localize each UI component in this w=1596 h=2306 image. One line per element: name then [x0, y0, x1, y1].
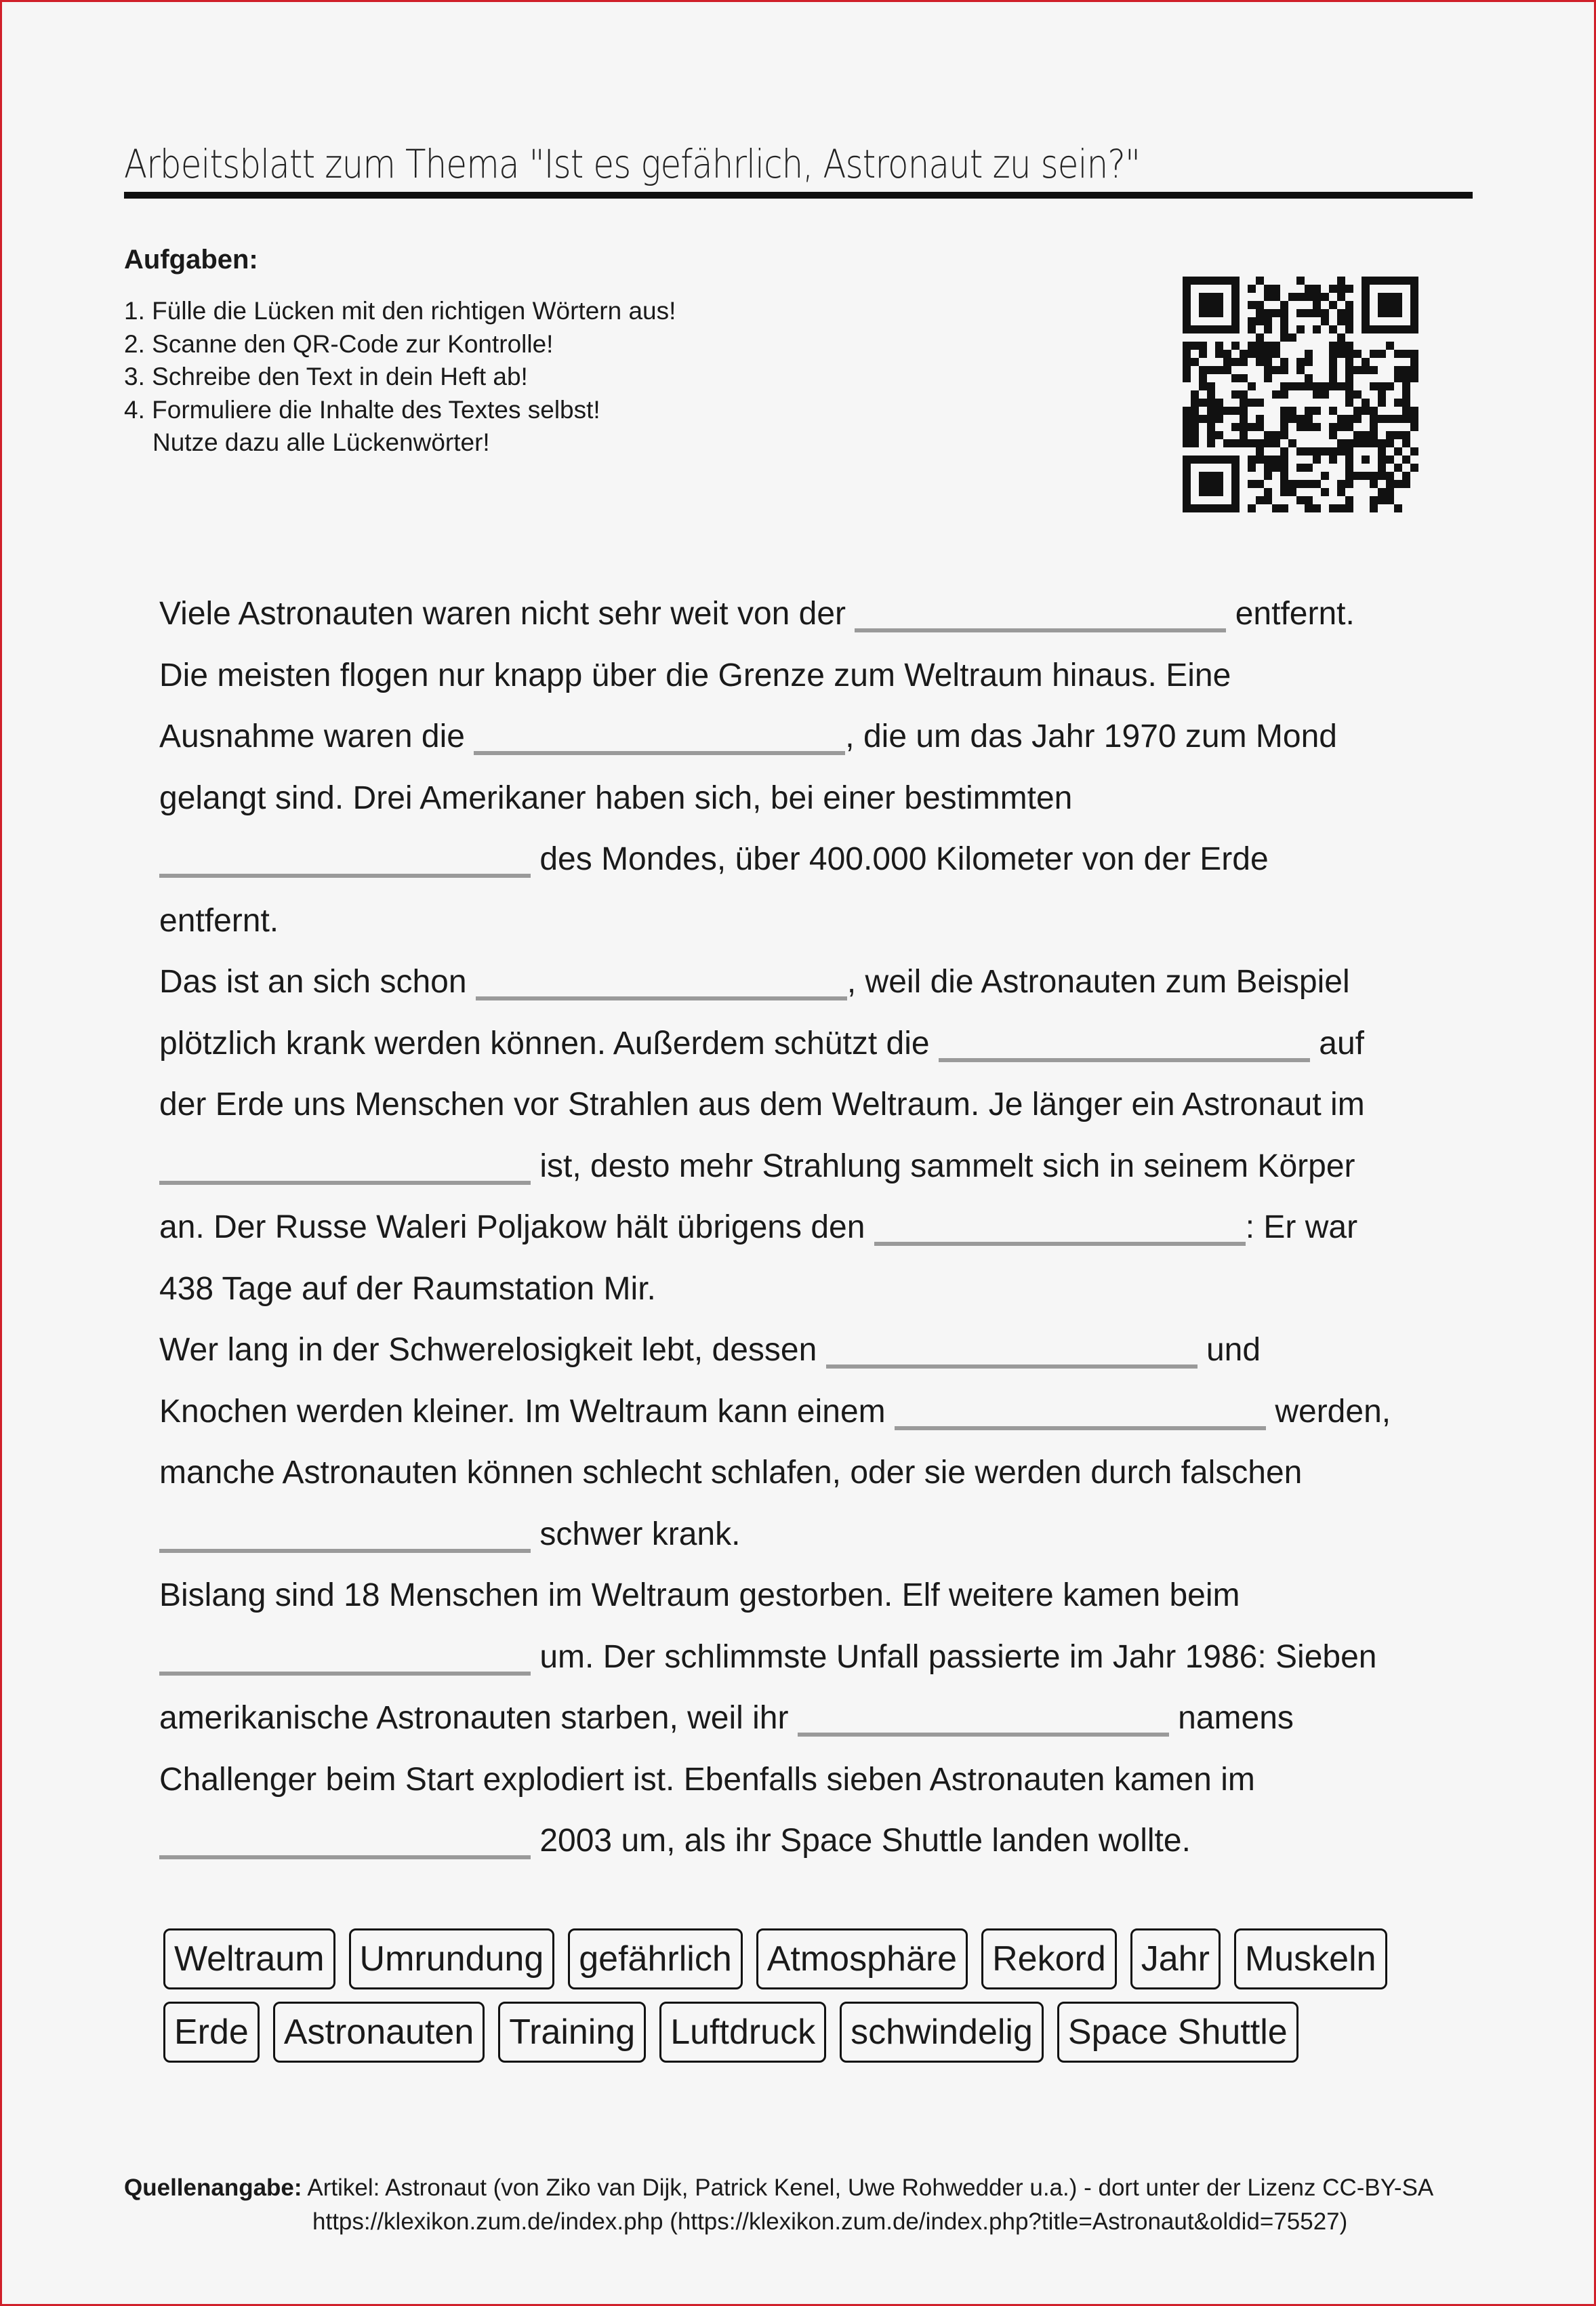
task-item: 2. Scanne den QR-Code zur Kontrolle!: [124, 329, 554, 358]
word-chip[interactable]: schwindelig: [840, 2002, 1044, 2063]
text-segment: um. Der schlimmste Unfall passierte im Jahr 1986: Sieben: [531, 1638, 1377, 1675]
word-bank-row: [163, 1928, 1451, 1989]
text-segment: entfernt.: [159, 902, 279, 939]
text-line: [159, 1565, 1481, 1627]
blank-gap[interactable]: [159, 1638, 531, 1676]
blank-gap[interactable]: [159, 1821, 531, 1859]
text-line: [159, 1749, 1481, 1811]
text-segment: , weil die Astronauten zum Beispiel: [846, 964, 1350, 1000]
source-attribution: [124, 2171, 1433, 2239]
text-segment: Ausnahme waren die: [159, 719, 474, 754]
text-segment: werden,: [1266, 1393, 1391, 1430]
text-segment: entfernt.: [1226, 596, 1355, 632]
word-chip[interactable]: Muskeln: [1234, 1928, 1387, 1989]
tasks-heading: Aufgaben:: [124, 245, 258, 275]
blank-gap[interactable]: [855, 594, 1226, 632]
word-chip[interactable]: Space Shuttle: [1057, 2002, 1298, 2063]
word-chip[interactable]: gefährlich: [568, 1928, 742, 1989]
word-bank: [163, 1928, 1451, 2075]
text-line: [159, 1074, 1481, 1136]
task-item: 4. Formuliere die Inhalte des Textes selbst!: [124, 395, 600, 424]
blank-gap[interactable]: [798, 1699, 1169, 1737]
text-line: [159, 1013, 1481, 1075]
text-segment: : Er war: [1245, 1209, 1358, 1245]
text-segment: Viele Astronauten waren nicht sehr weit von der: [159, 596, 855, 632]
blank-gap[interactable]: [159, 840, 531, 878]
word-chip[interactable]: Astronauten: [273, 2002, 485, 2063]
text-segment: Bislang sind 18 Menschen im Weltraum gestorben. Elf weitere kamen beim: [159, 1577, 1240, 1613]
blank-gap[interactable]: [476, 963, 847, 1000]
blank-gap[interactable]: [874, 1208, 1246, 1246]
qr-code-icon[interactable]: [1183, 273, 1418, 516]
text-line: [159, 1811, 1481, 1872]
text-line: [159, 768, 1481, 830]
word-chip[interactable]: Luftdruck: [659, 2002, 826, 2063]
text-line: [159, 829, 1481, 891]
text-segment: gelangt sind. Drei Amerikaner haben sich, bei einer bestimmten: [159, 780, 1073, 816]
text-line: [159, 645, 1481, 707]
word-chip[interactable]: Erde: [163, 2002, 260, 2063]
text-segment: des Mondes, über 400.000 Kilometer von der Erde: [531, 841, 1269, 877]
text-line: [159, 1688, 1481, 1749]
word-chip[interactable]: Jahr: [1130, 1928, 1221, 1989]
word-chip[interactable]: Rekord: [981, 1928, 1117, 1989]
task-item: 1. Fülle die Lücken mit den richtigen Wörtern aus!: [124, 297, 676, 325]
text-segment: , die um das Jahr 1970 zum Mond: [845, 719, 1337, 754]
text-line: [159, 1320, 1481, 1381]
source-url: https://klexikon.zum.de/index.php (https://klexikon.zum.de/index.php?title=Astronaut&oldid=75527): [312, 2208, 1348, 2235]
text-line: [159, 1442, 1481, 1504]
source-label: Quellenangabe:: [124, 2174, 302, 2201]
text-line: [159, 706, 1481, 768]
text-segment: 438 Tage auf der Raumstation Mir.: [159, 1270, 656, 1307]
blank-gap[interactable]: [895, 1392, 1266, 1430]
text-segment: schwer krank.: [531, 1516, 741, 1552]
text-line: [159, 1627, 1481, 1688]
text-segment: Challenger beim Start explodiert ist. Ebenfalls sieben Astronauten kamen im: [159, 1761, 1255, 1798]
task-item-continuation: Nutze dazu alle Lückenwörter!: [152, 428, 490, 456]
text-segment: Das ist an sich schon: [159, 964, 476, 1000]
text-segment: auf: [1309, 1025, 1364, 1061]
text-segment: manche Astronauten können schlecht schlafen, oder sie werden durch falschen: [159, 1455, 1303, 1491]
cloze-text: [159, 584, 1481, 1872]
text-segment: plötzlich krank werden können. Außerdem schützt die: [159, 1025, 939, 1061]
text-segment: der Erde uns Menschen vor Strahlen aus dem Weltraum. Je länger ein Astronaut im: [159, 1087, 1365, 1122]
text-segment: amerikanische Astronauten starben, weil ihr: [159, 1700, 798, 1736]
text-segment: namens: [1168, 1700, 1294, 1736]
text-segment: 2003 um, als ihr Space Shuttle landen wollte.: [531, 1823, 1191, 1859]
blank-gap[interactable]: [939, 1024, 1310, 1062]
task-list: [124, 295, 676, 460]
word-bank-row: [163, 2002, 1451, 2063]
word-chip[interactable]: Training: [498, 2002, 646, 2063]
text-line: [159, 891, 1481, 952]
word-chip[interactable]: Weltraum: [163, 1928, 335, 1989]
text-line: [159, 1504, 1481, 1566]
page-title: Arbeitsblatt zum Thema "Ist es gefährlich, Astronaut zu sein?": [124, 141, 1141, 187]
text-segment: Knochen werden kleiner. Im Weltraum kann einem: [159, 1393, 895, 1430]
text-segment: an. Der Russe Waleri Poljakow hält übrigens den: [159, 1209, 874, 1245]
blank-gap[interactable]: [159, 1147, 531, 1185]
blank-gap[interactable]: [474, 717, 845, 755]
blank-gap[interactable]: [159, 1515, 531, 1553]
task-item: 3. Schreibe den Text in dein Heft ab!: [124, 363, 528, 390]
text-line: [159, 1381, 1481, 1443]
text-segment: Wer lang in der Schwerelosigkeit lebt, dessen: [159, 1332, 826, 1368]
word-chip[interactable]: Umrundung: [349, 1928, 555, 1989]
text-segment: ist, desto mehr Strahlung sammelt sich in seinem Körper: [531, 1148, 1355, 1184]
text-segment: und: [1197, 1332, 1261, 1368]
title-underline: [124, 192, 1473, 199]
text-line: [159, 1259, 1481, 1320]
blank-gap[interactable]: [826, 1331, 1198, 1369]
word-chip[interactable]: Atmosphäre: [756, 1928, 968, 1989]
text-line: [159, 952, 1481, 1013]
text-segment: Die meisten flogen nur knapp über die Grenze zum Weltraum hinaus. Eine: [159, 657, 1231, 693]
text-line: [159, 584, 1481, 645]
source-text: Artikel: Astronaut (von Ziko van Dijk, Patrick Kenel, Uwe Rohwedder u.a.) - dort unter der Lizenz CC-BY-SA: [302, 2174, 1434, 2201]
text-line: [159, 1136, 1481, 1198]
text-line: [159, 1197, 1481, 1259]
